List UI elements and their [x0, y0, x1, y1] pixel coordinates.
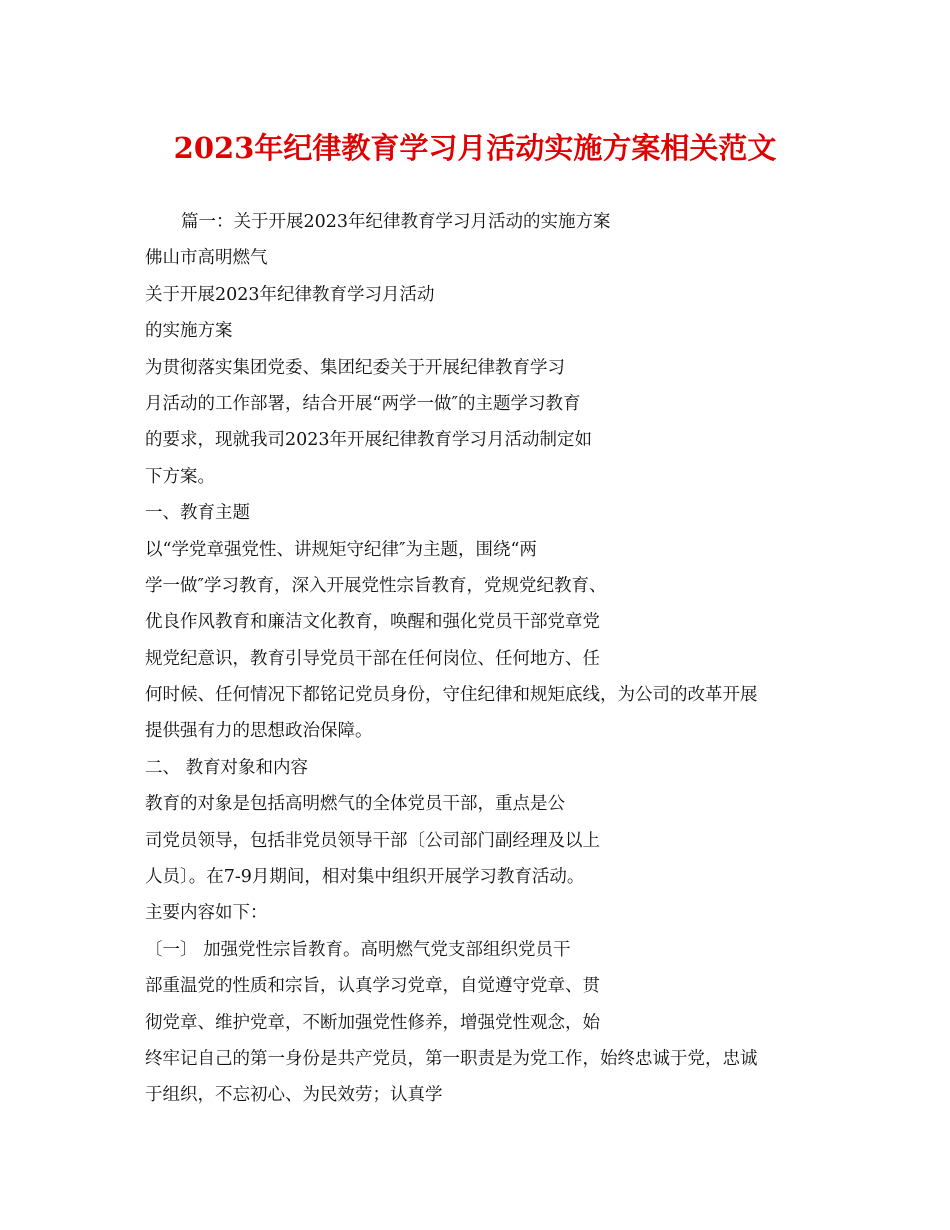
organization-name: 佛山市高明燃气: [145, 248, 268, 269]
subsection-heading: 〔一〕 加强党性宗旨教育。高明燃气党支部组织党员干: [145, 939, 571, 960]
paragraph-line: 下方案。: [145, 466, 215, 487]
document-body: [145, 204, 825, 1114]
section-heading-theme: 一、教育主题: [145, 503, 250, 524]
paragraph-line: 为贯彻落实集团党委、集团纪委关于开展纪律教育学习: [145, 357, 565, 378]
paragraph-line: 提供强有力的思想政治保障。: [145, 721, 373, 742]
paragraph-line: 司党员领导，包括非党员领导干部〔公司部门副经理及以上: [145, 830, 600, 851]
paragraph-line: 部重温党的性质和宗旨，认真学习党章，自觉遵守党章、贯: [145, 976, 600, 997]
document-title: 2023年纪律教育学习月活动实施方案相关范文: [173, 131, 777, 165]
plan-title-line-2: 的实施方案: [145, 321, 233, 342]
paragraph-line: 月活动的工作部署，结合开展“两学一做″的主题学习教育: [145, 393, 581, 414]
paragraph-line: 规党纪意识，教育引导党员干部在任何岗位、任何地方、任: [145, 648, 600, 669]
paragraph-line: 人员〕。在7-9月期间，相对集中组织开展学习教育活动。: [145, 867, 585, 888]
paragraph-line: 以“学党章强党性、讲规矩守纪律″为主题，围绕“两: [145, 539, 537, 560]
paragraph-line: 何时候、任何情况下都铭记党员身份，守住纪律和规矩底线，为公司的改革开展: [145, 685, 758, 706]
article-heading: 篇一：关于开展2023年纪律教育学习月活动的实施方案: [181, 212, 611, 232]
paragraph-line: 教育的对象是包括高明燃气的全体党员干部，重点是公: [145, 794, 565, 815]
plan-title-line-1: 关于开展2023年纪律教育学习月活动: [145, 284, 435, 305]
paragraph-line: 主要内容如下：: [145, 903, 268, 924]
section-heading-targets: 二、 教育对象和内容: [145, 757, 309, 778]
paragraph-line: 彻党章、维护党章，不断加强党性修养，增强党性观念，始: [145, 1012, 600, 1033]
paragraph-line: 优良作风教育和廉洁文化教育，唤醒和强化党员干部党章党: [145, 612, 600, 633]
paragraph-line: 于组织，不忘初心、为民效劳；认真学: [145, 1085, 443, 1106]
paragraph-line: 学一做″学习教育，深入开展党性宗旨教育，党规党纪教育、: [145, 575, 607, 596]
paragraph-line: 的要求，现就我司2023年开展纪律教育学习月活动制定如: [145, 430, 593, 451]
paragraph-line: 终牢记自己的第一身份是共产党员，第一职责是为党工作，始终忠诚于党，忠诚: [145, 1048, 758, 1069]
